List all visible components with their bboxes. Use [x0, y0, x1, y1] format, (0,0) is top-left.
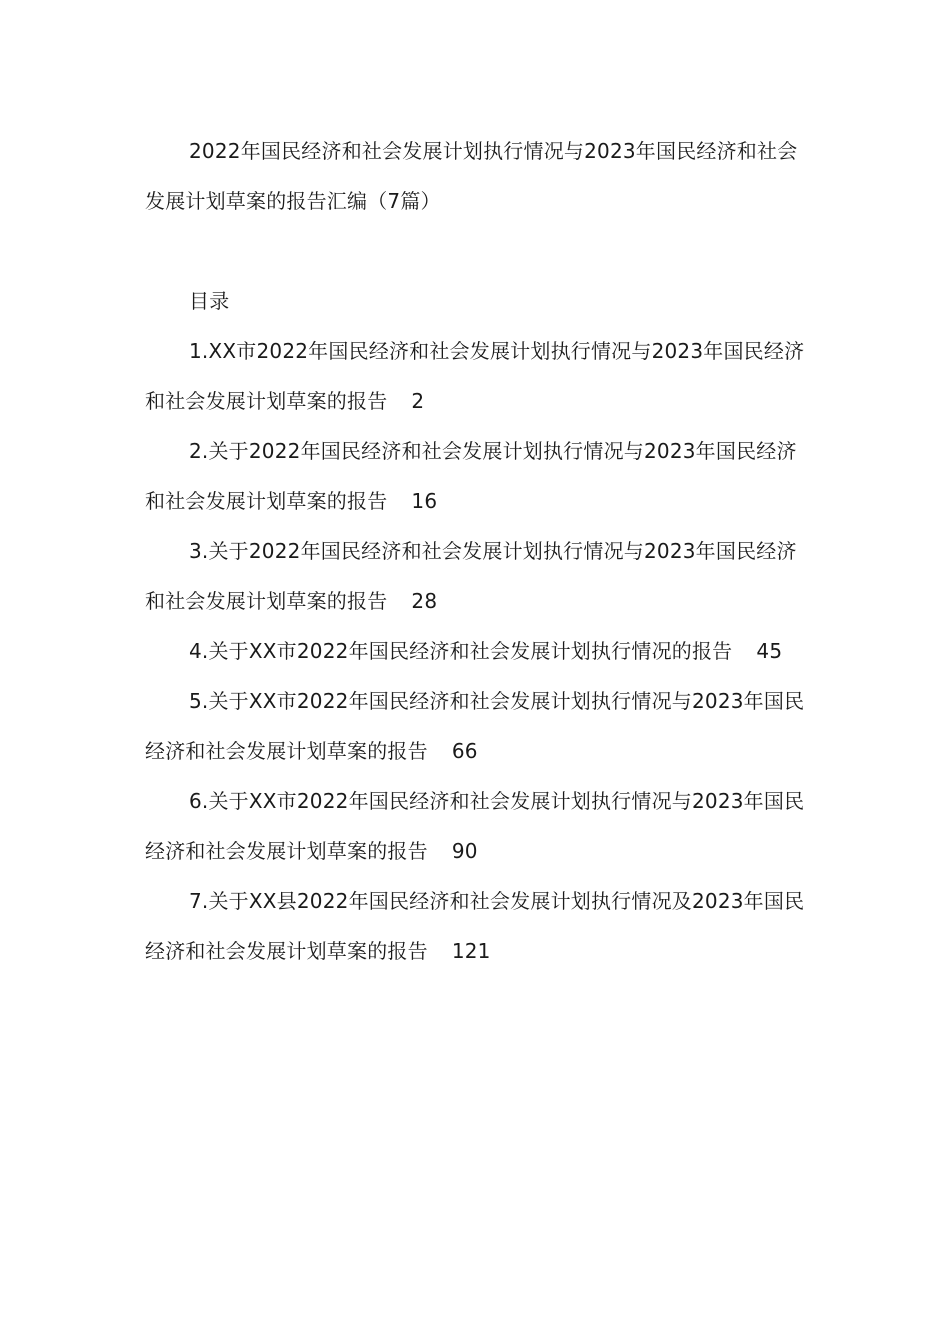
- toc-item-6[interactable]: [145, 776, 810, 876]
- toc-item-7[interactable]: [145, 876, 810, 976]
- document-title: 2022年国民经济和社会发展计划执行情况与2023年国民经济和社会发展计划草案的报告汇编（7篇）: [145, 139, 798, 213]
- toc-heading: 目录: [189, 289, 230, 313]
- toc-item-page-number: 28: [411, 589, 438, 613]
- toc-item-title: 4.关于XX市2022年国民经济和社会发展计划执行情况的报告: [189, 639, 733, 663]
- toc-item-page-number: 2: [411, 389, 425, 413]
- toc-item-2[interactable]: [145, 426, 810, 526]
- toc-item-page-number: 90: [451, 839, 478, 863]
- toc-item-page-number: 121: [451, 939, 491, 963]
- toc-item-page-number: 66: [451, 739, 478, 763]
- toc-item-page-number: 16: [411, 489, 438, 513]
- toc-item-title: 6.关于XX市2022年国民经济和社会发展计划执行情况与2023年国民经济和社会发展计划草案的报告: [145, 789, 805, 863]
- toc-item-title: 5.关于XX市2022年国民经济和社会发展计划执行情况与2023年国民经济和社会发展计划草案的报告: [145, 689, 805, 763]
- toc-item-title: 2.关于2022年国民经济和社会发展计划执行情况与2023年国民经济和社会发展计划草案的报告: [145, 439, 797, 513]
- toc-item-title: 3.关于2022年国民经济和社会发展计划执行情况与2023年国民经济和社会发展计划草案的报告: [145, 539, 797, 613]
- toc-item-4[interactable]: [145, 626, 810, 676]
- toc-item-title: 1.XX市2022年国民经济和社会发展计划执行情况与2023年国民经济和社会发展计划草案的报告: [145, 339, 805, 413]
- toc-item-3[interactable]: [145, 526, 810, 626]
- toc-list: [145, 326, 810, 976]
- toc-item-1[interactable]: [145, 326, 810, 426]
- toc-item-5[interactable]: [145, 676, 810, 776]
- toc-item-title: 7.关于XX县2022年国民经济和社会发展计划执行情况及2023年国民经济和社会发展计划草案的报告: [145, 889, 805, 963]
- toc-item-page-number: 45: [756, 639, 783, 663]
